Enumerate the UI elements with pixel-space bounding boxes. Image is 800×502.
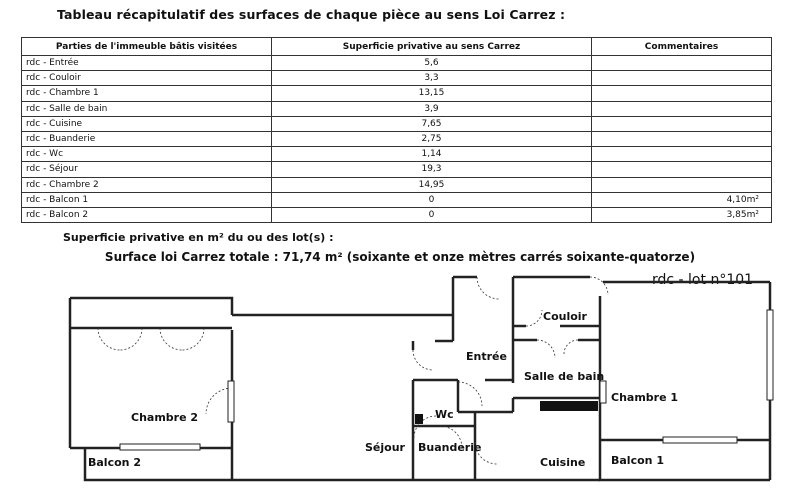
row-area: 3,3 <box>272 71 592 86</box>
row-area: 0 <box>272 192 592 207</box>
row-part: rdc - Couloir <box>22 71 272 86</box>
room-balcon-1: Balcon 1 <box>611 454 664 467</box>
row-area: 2,75 <box>272 131 592 146</box>
room-cuisine: Cuisine <box>540 456 586 469</box>
row-part: rdc - Chambre 1 <box>22 86 272 101</box>
room-sejour: Séjour <box>365 441 405 454</box>
row-area: 7,65 <box>272 116 592 131</box>
room-chambre-1: Chambre 1 <box>611 391 679 404</box>
row-part: rdc - Balcon 1 <box>22 192 272 207</box>
lot-label: rdc - lot n°101 <box>652 272 754 288</box>
row-area: 13,15 <box>272 86 592 101</box>
row-area: 1,14 <box>272 147 592 162</box>
column-header-part: Parties de l'immeuble bâtis visitées <box>22 38 272 56</box>
row-comment: 3,85m² <box>592 207 772 222</box>
room-balcon-2: Balcon 2 <box>88 456 141 469</box>
row-comment: 4,10m² <box>592 192 772 207</box>
private-area-subheading: Superficie privative en m² du ou des lot(s) : <box>63 231 334 244</box>
row-area: 14,95 <box>272 177 592 192</box>
row-part: rdc - Séjour <box>22 162 272 177</box>
row-part: rdc - Balcon 2 <box>22 207 272 222</box>
column-header-area: Superficie privative au sens Carrez <box>272 38 592 56</box>
row-area: 19,3 <box>272 162 592 177</box>
row-part: rdc - Cuisine <box>22 116 272 131</box>
room-chambre-2: Chambre 2 <box>131 411 199 424</box>
row-part: rdc - Buanderie <box>22 131 272 146</box>
row-part: rdc - Entrée <box>22 56 272 71</box>
room-buanderie: Buanderie <box>418 441 482 454</box>
row-part: rdc - Wc <box>22 147 272 162</box>
room-wc: Wc <box>435 408 454 421</box>
room-couloir: Couloir <box>543 310 587 323</box>
room-entree: Entrée <box>466 350 507 363</box>
row-area: 0 <box>272 207 592 222</box>
room-salle-de-bain: Salle de bain <box>524 370 605 383</box>
summary-heading: Tableau récapitulatif des surfaces de chaque pièce au sens Loi Carrez : <box>57 7 566 22</box>
total-area: Surface loi Carrez totale : 71,74 m² (soixante et onze mètres carrés soixante-quatorze) <box>104 250 696 264</box>
row-part: rdc - Salle de bain <box>22 101 272 116</box>
column-header-comment: Commentaires <box>592 38 772 56</box>
row-area: 5,6 <box>272 56 592 71</box>
row-part: rdc - Chambre 2 <box>22 177 272 192</box>
row-area: 3,9 <box>272 101 592 116</box>
